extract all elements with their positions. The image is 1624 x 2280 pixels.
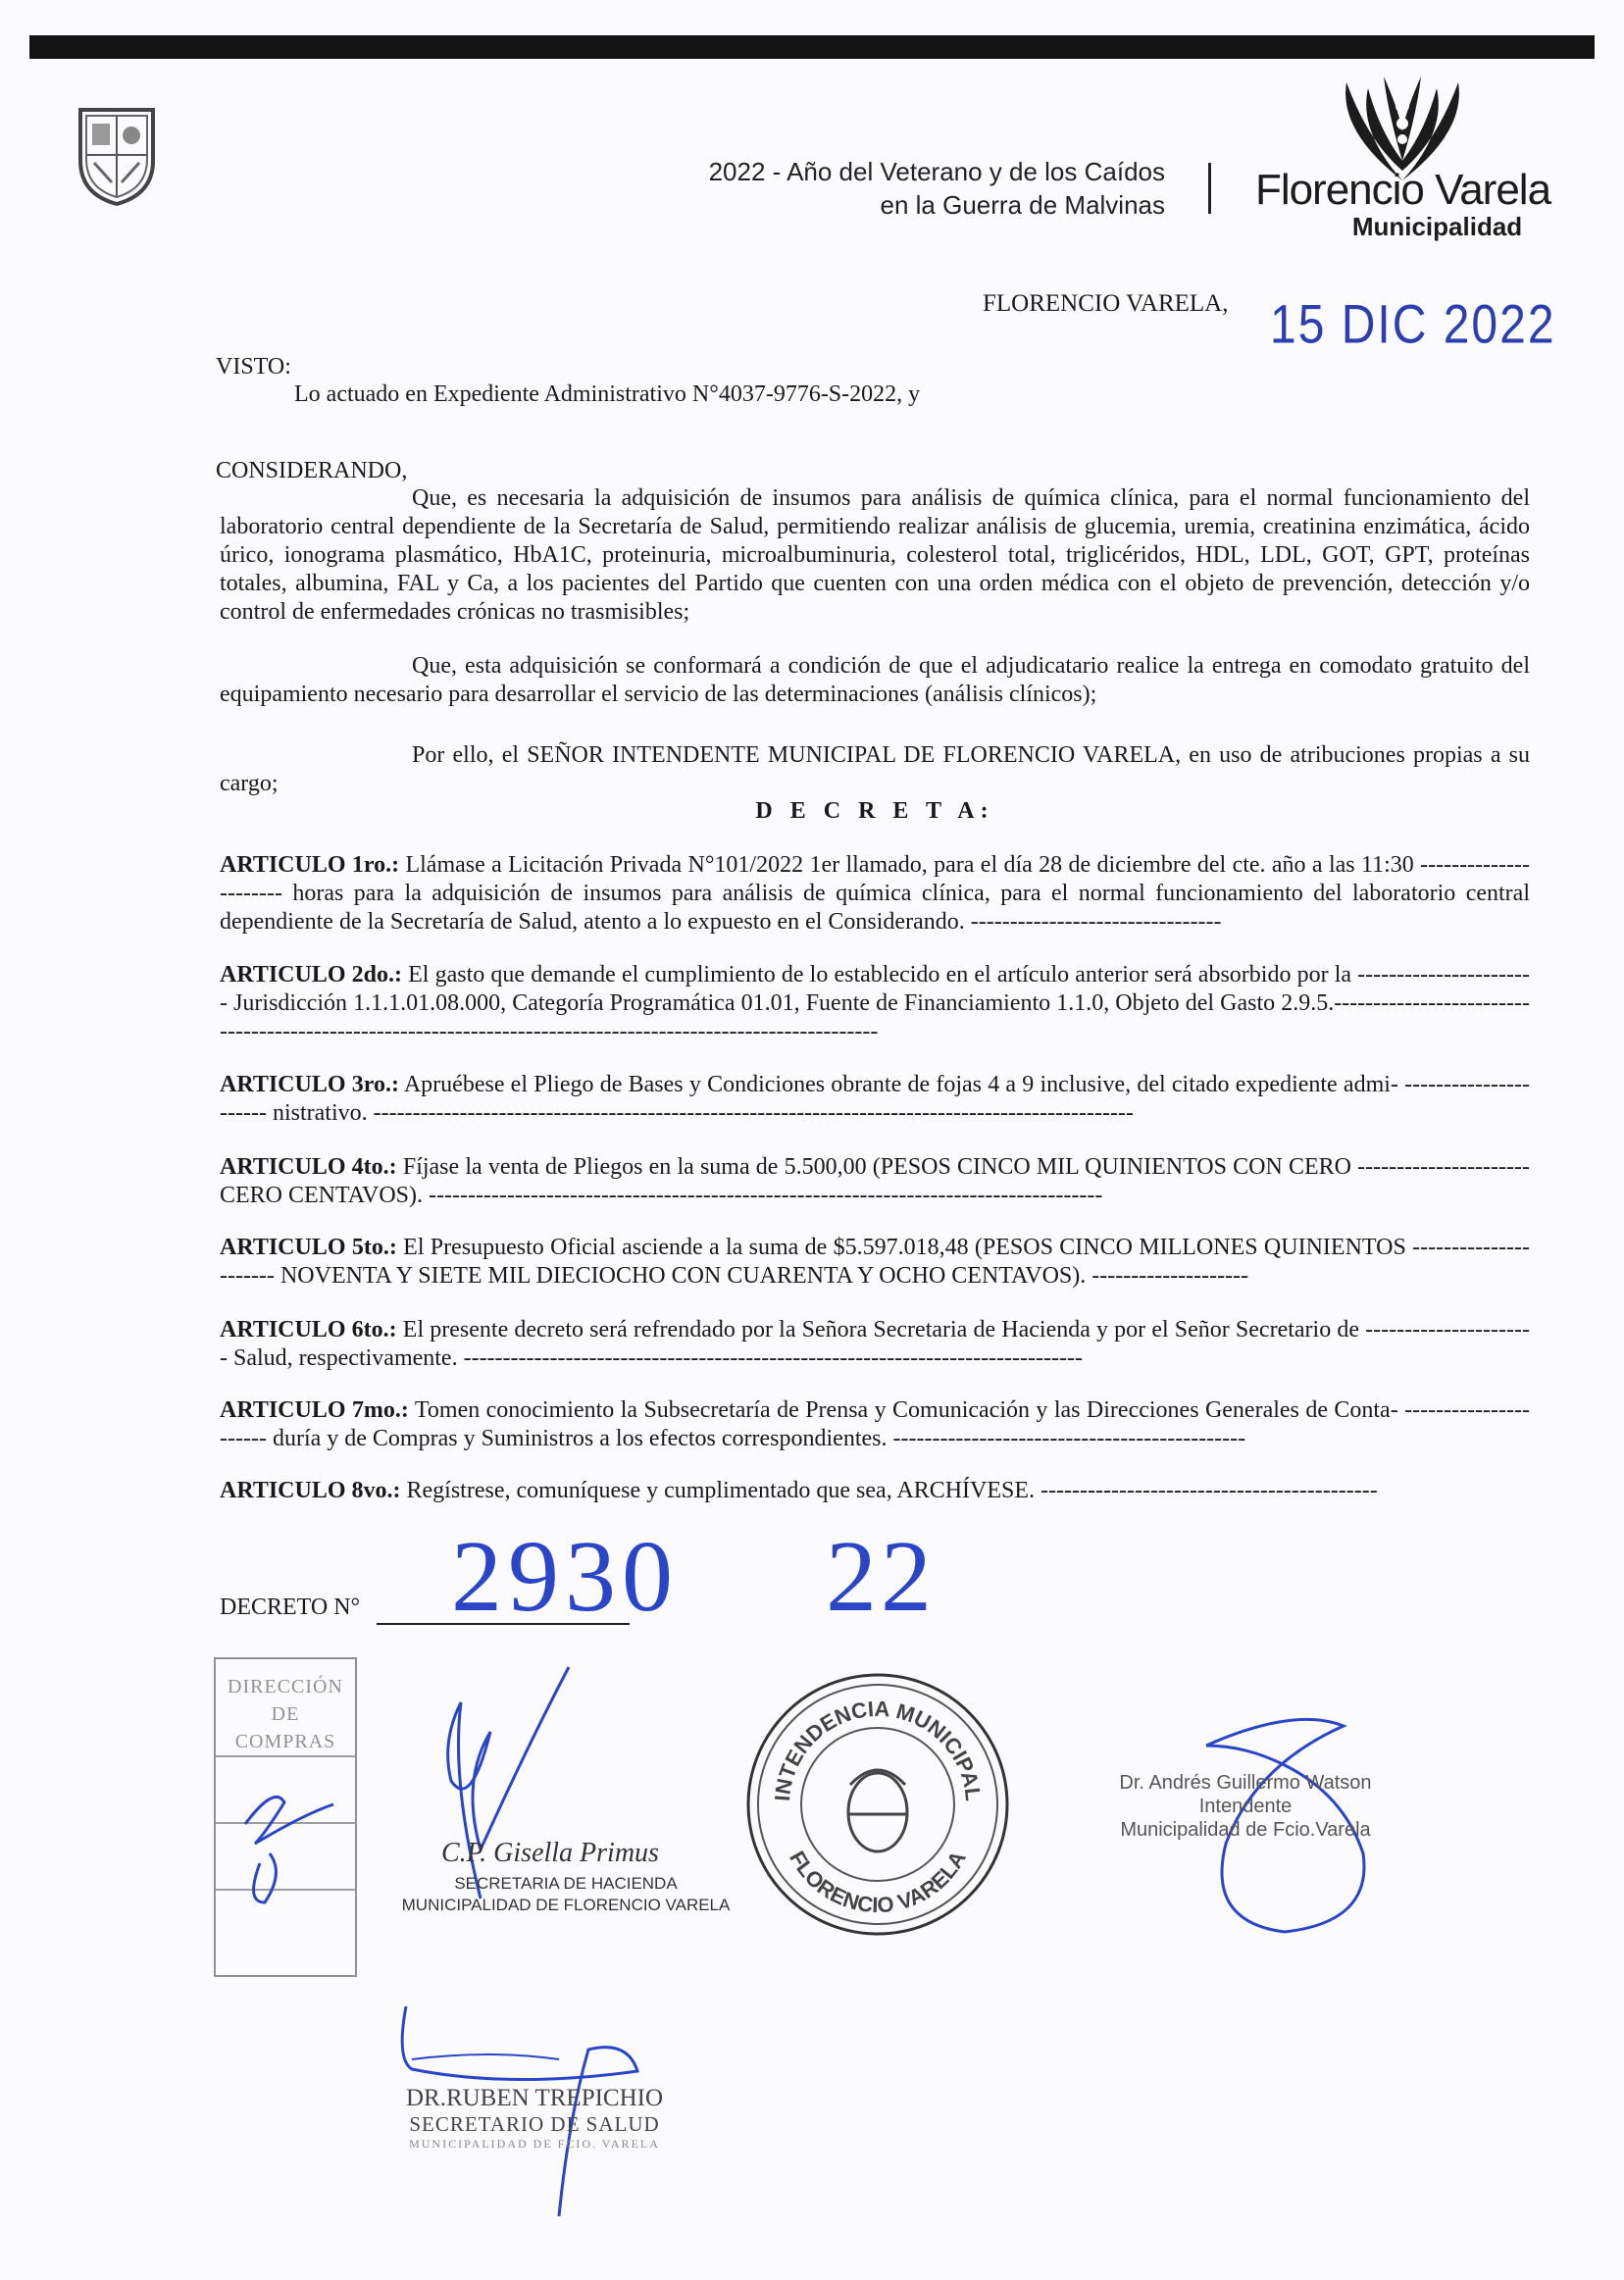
logo-name: Florencio Varela [1254, 166, 1551, 214]
top-border-bar [29, 35, 1595, 59]
article-8 [220, 1477, 1530, 1505]
article-label: ARTICULO 1ro.: [220, 852, 400, 878]
decreta-heading: D E C R E T A: [755, 798, 994, 824]
year-motto [709, 155, 1165, 222]
hacienda-role-2: MUNICIPALIDAD DE FLORENCIO VARELA [401, 1896, 731, 1914]
salud-role-1: SECRETARIO DE SALUD [409, 2112, 660, 2136]
compras-stamp-text [216, 1673, 355, 1755]
article-4 [220, 1153, 1530, 1210]
intendente-role-1: Intendente [1198, 1796, 1293, 1817]
article-text: El Presupuesto Oficial asciende a la suma de $5.597.018,48 (PESOS CINCO MILLONES QUINIENTOS ---------------------- NOVENTA Y SIETE MIL DIECIOCHO CON CUARENTA Y OCHO CENTAVOS). -------------------- [220, 1235, 1531, 1289]
date-stamp: 15 DIC 2022 [1270, 295, 1556, 356]
dateline-place: FLORENCIO VARELA, [983, 290, 1229, 317]
article-text: Fíjase la venta de Pliegos en la suma de 5.500,00 (PESOS CINCO MIL QUINIENTOS CON CERO ---------------------- CERO CENTAVOS). -------------------------------------------------------------------------------------- [220, 1154, 1531, 1208]
logo-subtitle: Municipalidad [1351, 212, 1523, 241]
article-text: El gasto que demande el cumplimiento de lo establecido en el artículo anterior será absorbido por la ----------------------- Jurisdicción 1.1.1.01.08.000, Categoría Programática 01.01, Fuente de Financiamiento 1.1.0, Objeto del Gasto 2.9.5.------------------------------------------------------------------------------------------------------------- [220, 962, 1531, 1044]
article-5 [220, 1234, 1530, 1291]
article-3 [220, 1071, 1530, 1128]
article-text: Apruébese el Pliego de Bases y Condiciones obrante de fojas 4 a 9 inclusive, del citado expediente admi- ---------------------- nistrativo. ------------------------------------------------------------------------------------------------- [220, 1072, 1530, 1126]
salud-role-2: MUNICIPALIDAD DE FCIO. VARELA [409, 2137, 660, 2151]
article-1 [220, 851, 1530, 937]
visto-heading: VISTO: [216, 354, 291, 380]
stamp-line-1: DIRECCIÓN [228, 1676, 343, 1697]
visto-text: Lo actuado en Expediente Administrativo N°4037-9776-S-2022, y [294, 381, 921, 407]
decreto-label: DECRETO N° [220, 1595, 361, 1620]
article-6 [220, 1316, 1530, 1373]
considerando-paragraph-2: Que, esta adquisición se conformará a condición de que el adjudicatario realice la entrega en comodato gratuito del equipamiento necesario para desarrollar el servicio de las determinaciones (análisis clínicos); [220, 653, 1530, 707]
article-label: ARTICULO 6to.: [220, 1317, 397, 1343]
article-label: ARTICULO 7mo.: [220, 1397, 409, 1423]
article-2 [220, 961, 1530, 1046]
article-label: ARTICULO 5to.: [220, 1235, 397, 1260]
motto-line-1: 2022 - Año del Veterano y de los Caídos [708, 157, 1165, 186]
stamp-line-2: DE [271, 1703, 300, 1725]
hacienda-signer-name: C.P. Gisella Primus [441, 1838, 659, 1868]
hacienda-signer-role [384, 1873, 747, 1916]
hacienda-role-1: SECRETARIA DE HACIENDA [454, 1874, 678, 1893]
salud-name: DR.RUBEN TREPICHIO [405, 2085, 664, 2111]
article-text: Llámase a Licitación Privada N°101/2022 1er llamado, para el día 28 de diciembre del cte. año a las 11:30 ---------------------- horas para la adquisición de insumos para análisis de química clínica, para el normal funcionamiento del laboratorio central dependiente de la Secretaría de Salud, atento a lo expuesto en el Considerando. -------------------------------- [220, 852, 1531, 935]
municipal-crest-icon [73, 100, 161, 208]
article-text: Regístrese, comuníquese y cumplimentado que sea, ARCHÍVESE. ------------------------------------------- [406, 1478, 1378, 1503]
header-divider [1208, 163, 1211, 214]
article-label: ARTICULO 2do.: [220, 962, 402, 988]
stamp-line-3: COMPRAS [234, 1731, 336, 1752]
motto-line-2: en la Guerra de Malvinas [880, 190, 1165, 220]
considerando-heading: CONSIDERANDO, [216, 458, 408, 483]
decreto-number: 2930 [451, 1520, 679, 1633]
decreto-year: 22 [826, 1520, 936, 1633]
article-text: Tomen conocimiento la Subsecretaría de Prensa y Comunicación y las Direcciones Generales de Conta- ---------------------- duría y de Compras y Suministros a los efectos correspondientes. --------------------------------------------- [220, 1397, 1531, 1451]
considerando-paragraph-1: Que, es necesaria la adquisición de insumos para análisis de química clínica, para el normal funcionamiento del laboratorio central dependiente de la Secretaría de Salud, permitiendo realizar análisis de glucemia, uremia, creatinina enzimática, ácido úrico, ionograma plasmático, HbA1C, proteinuria, microalbuminuria, colesterol total, triglicéridos, HDL, LDL, GOT, GPT, proteínas totales, albumina, FAL y Ca, a los pacientes del Partido que cuenten con una orden médica con el objeto de prevención, detección y/o control de enfermedades crónicas no trasmisibles; [220, 485, 1530, 625]
seal-top-text: INTENDENCIA MUNICIPAL [770, 1696, 987, 1802]
article-text: El presente decreto será refrendado por la Señora Secretaria de Hacienda y por el Señor Secretario de ---------------------- Salud, respectivamente. ------------------------------------------------------------------------------- [220, 1317, 1530, 1371]
seal-bottom-text: FLORENCIO VARELA [785, 1847, 971, 1918]
intendente-signer [1098, 1771, 1393, 1842]
article-7 [220, 1396, 1530, 1453]
salud-signer [373, 2085, 696, 2152]
article-label: ARTICULO 3ro.: [220, 1072, 399, 1097]
intendente-name: Dr. Andrés Guillermo Watson [1119, 1772, 1372, 1794]
intendente-role-2: Municipalidad de Fcio.Varela [1120, 1819, 1371, 1841]
compras-initials-icon [226, 1755, 343, 1912]
article-label: ARTICULO 8vo.: [220, 1478, 401, 1503]
article-label: ARTICULO 4to.: [220, 1154, 397, 1180]
considerando-paragraph-3: Por ello, el SEÑOR INTENDENTE MUNICIPAL DE FLORENCIO VARELA, en uso de atribuciones propias a su cargo; [220, 742, 1530, 796]
intendencia-seal-icon [740, 1667, 1015, 1942]
